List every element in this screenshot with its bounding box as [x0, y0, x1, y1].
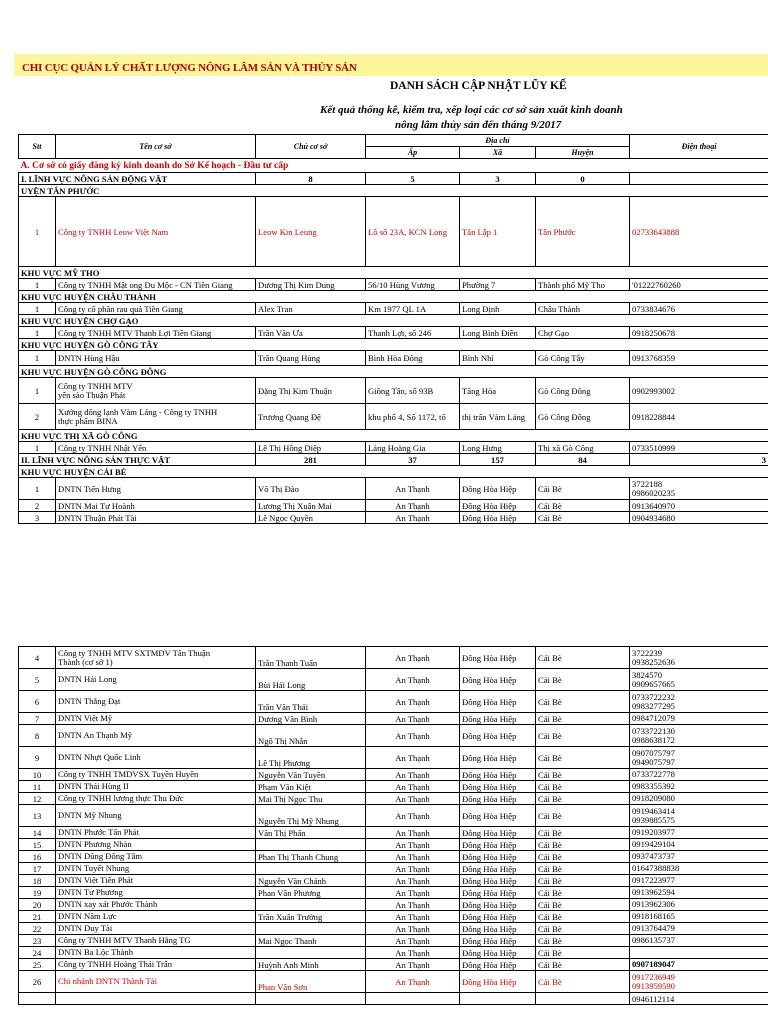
table-row: 11 DNTN Thái Hùng II Phạm Văn Kiệt An Thạnh Đông Hòa Hiệp Cái Bè 0983355392: [19, 781, 768, 793]
table-row: 9 DNTN Nhựt Quốc Linh Lê Thị Phương An Thạnh Đông Hòa Hiệp Cái Bè 0907075797 0949075797: [19, 747, 768, 769]
region-row: KHU VỰC THỊ XÃ GÒ CÔNG: [19, 430, 768, 442]
col-address: Địa chỉ: [366, 135, 630, 147]
region-row: KHU VỰC HUYỆN GÒ CÔNG TÂY: [19, 339, 768, 351]
table-row: 6 DNTN Thắng Đạt Trần Văn Thái An Thạnh Đông Hòa Hiệp Cái Bè 0733722232 0983277295: [19, 691, 768, 713]
table-row: 1 Công ty TNHH MTV yến sào Thuận Phát Đặng Thị Kim Thuận Giồng Tân, số 93B Tăng Hòa Gò Công Đông 0902993002: [19, 378, 768, 404]
table-row: 13 DNTN Mỹ Nhung Nguyễn Thị Mỹ Nhung An Thạnh Đông Hòa Hiệp Cái Bè 0919463414 0939885575: [19, 805, 768, 827]
table-row: 23 Công ty TNHH MTV Thanh Hằng TG Mai Ngọc Thanh An Thạnh Đông Hòa Hiệp Cái Bè 0986135737: [19, 935, 768, 947]
region-row: KHU VỰC MỸ THO: [19, 267, 768, 279]
table-row: 1 Công ty TNHH Leow Việt Nam Leow Kin Leung Lô số 23A, KCN Long Tân Lập 1 Tân Phước 02733643888: [19, 197, 768, 267]
table-row: 18 DNTN Việt Tiến Phát Nguyễn Văn Chánh An Thạnh Đông Hòa Hiệp Cái Bè 0917223977: [19, 875, 768, 887]
table-row: 21 DNTN Năm Lực Trần Xuân Trường An Thạnh Đông Hòa Hiệp Cái Bè 0918168165: [19, 911, 768, 923]
table-row: 15 DNTN Phương Nhàn An Thạnh Đông Hòa Hiệp Cái Bè 0919429104: [19, 839, 768, 851]
table-row: 25 Công ty TNHH Hoàng Thái Trân Huỳnh Anh Minh An Thạnh Đông Hòa Hiệp Cái Bè 0907189047: [19, 959, 768, 971]
region-row: KHU VỰC HUYỆN CHÂU THÀNH: [19, 291, 768, 303]
table-row: 4 Công ty TNHH MTV SXTMDV Tân Thuận Thành (cơ sở 1) Trần Thanh Tuấn An Thạnh Đông Hòa Hiệp Cái Bè 3722239 0938252636: [19, 647, 768, 669]
col-phone: Điện thoại: [630, 135, 768, 159]
document-subtitle-2: nông lâm thủy sản đến tháng 9/2017: [395, 119, 562, 131]
table-row: 24 DNTN Ba Lộc Thành An Thạnh Đông Hòa Hiệp Cái Bè: [19, 947, 768, 959]
table-row: 2 DNTN Mai Tư Hoành Lương Thị Xuân Mai An Thạnh Đông Hòa Hiệp Cái Bè 0913640970: [19, 500, 768, 512]
table-row: 20 DNTN xay xát Phước Thành An Thạnh Đông Hòa Hiệp Cái Bè 0913962306: [19, 899, 768, 911]
document-subtitle-1: Kết quả thống kê, kiểm tra, xếp loại các cơ sở sản xuất kinh doanh: [320, 104, 623, 116]
col-ap: Ấp: [366, 147, 460, 159]
table-row-partial: 0946112114: [19, 993, 768, 1005]
col-stt: Stt: [19, 135, 56, 159]
table-row: 22 DNTN Duy Tài An Thạnh Đông Hòa Hiệp Cái Bè 0913764479: [19, 923, 768, 935]
table-row: 19 DNTN Tư Phương Phan Văn Phương An Thạnh Đông Hòa Hiệp Cái Bè 0913962594: [19, 887, 768, 899]
region-row: UYỆN TÂN PHƯỚC: [19, 185, 768, 197]
table-row: 7 DNTN Việt Mỹ Dương Văn Bình An Thạnh Đông Hòa Hiệp Cái Bè 0984712079: [19, 713, 768, 725]
col-owner: Chủ cơ sở: [256, 135, 366, 159]
table-row: 1 DNTN Hùng Hậu Trần Quang Hùng Bình Hòa Đông Bình Nhì Gò Công Tây 0913768359: [19, 351, 768, 366]
col-name: Tên cơ sở: [56, 135, 256, 159]
table-row: 10 Công ty TNHH TMDVSX Tuyền Huyền Nguyễn Văn Tuyền An Thạnh Đông Hòa Hiệp Cái Bè 0733722778: [19, 769, 768, 781]
table-row: 1 Công ty TNHH Nhật Yến Lê Thị Hồng Diệp Láng Hoàng Gia Long Hưng Thị xã Gò Công 0733510999: [19, 442, 768, 454]
table-row: 17 DNTN Tuyết Nhung An Thạnh Đông Hòa Hiệp Cái Bè 01647388838: [19, 863, 768, 875]
document-title: DANH SÁCH CẬP NHẬT LŨY KẾ: [390, 80, 567, 92]
group-row-2: II. LĨNH VỰC NÔNG SẢN THỰC VẬT 281 37 157 84 3: [19, 454, 768, 466]
table-row: 3 DNTN Thuận Phát Tài Lê Ngọc Quyền An Thạnh Đông Hòa Hiệp Cái Bè 0904934680: [19, 512, 768, 524]
table-header-row: [19, 135, 768, 147]
table-row: 1 Công ty TNHH MTV Thanh Lợi Tiền Giang Trần Văn Ưa Thanh Lợi, số 246 Long Bình Điền Chợ Gạo 0918250678: [19, 327, 768, 339]
table-row: 1 DNTN Tiến Hưng Võ Thị Đào An Thạnh Đông Hòa Hiệp Cái Bè 3722188 0986020235: [19, 478, 768, 500]
data-table-page-2: [18, 646, 768, 1005]
col-xa: Xã: [460, 147, 536, 159]
group-row-1: I. LĨNH VỰC NÔNG SẢN ĐỘNG VẬT 8 5 3 0: [19, 173, 768, 185]
region-row: KHU VỰC HUYỆN CHỢ GẠO: [19, 315, 768, 327]
region-row: KHU VỰC HUYỆN GÒ CÔNG ĐÔNG: [19, 366, 768, 378]
section-a-row: A. Cơ sở có giấy đăng ký kinh doanh do Sở Kế hoạch - Đầu tư cấp: [19, 159, 768, 173]
table-row: 2 Xưởng đông lạnh Vàm Láng - Công ty TNHH thực phẩm BINA Trương Quang Đệ khu phố 4, Số 1172, tổ thị trấn Vàm Láng Gò Công Đông 0918228844: [19, 404, 768, 430]
data-table-page-1: [18, 134, 768, 524]
region-row: KHU VỰC HUYỆN CÁI BÈ: [19, 466, 768, 478]
table-row: 12 Công ty TNHH lương thực Thu Đức Mai Thị Ngọc Thu An Thạnh Đông Hòa Hiệp Cái Bè 0918209080: [19, 793, 768, 805]
organization-name: CHI CỤC QUẢN LÝ CHẤT LƯỢNG NÔNG LÂM SẢN VÀ THỦY SẢN: [22, 62, 357, 74]
col-huyen: Huyện: [536, 147, 630, 159]
table-row: 16 DNTN Dũng Đông Tâm Phan Thị Thanh Chung An Thạnh Đông Hòa Hiệp Cái Bè 0937473737: [19, 851, 768, 863]
table-row: 8 DNTN An Thạnh Mỹ Ngô Thị Nhẫn An Thạnh Đông Hòa Hiệp Cái Bè 0733722130 0988638172: [19, 725, 768, 747]
table-row: 26 Chi nhánh DNTN Thành Tài Phan Văn Sơn An Thạnh Đông Hòa Hiệp Cái Bè 0917236949 0913959590: [19, 971, 768, 993]
table-row: 14 DNTN Phước Tấn Phát Văn Thị Phấn An Thạnh Đông Hòa Hiệp Cái Bè 0919203977: [19, 827, 768, 839]
table-row: 5 DNTN Hải Long Bùi Hải Long An Thạnh Đông Hòa Hiệp Cái Bè 3824570 0909657665: [19, 669, 768, 691]
table-row: 1 Công ty cổ phần rau quả Tiền Giang Alex Tran Km 1977 QL 1A Long Định Châu Thành 0733834676: [19, 303, 768, 315]
table-row: 1 Công ty TNHH Mật ong Du Mộc - CN Tiền Giang Dương Thị Kim Dung 56/10 Hùng Vương Phường 7 Thành phố Mỹ Tho '01222760260: [19, 279, 768, 291]
